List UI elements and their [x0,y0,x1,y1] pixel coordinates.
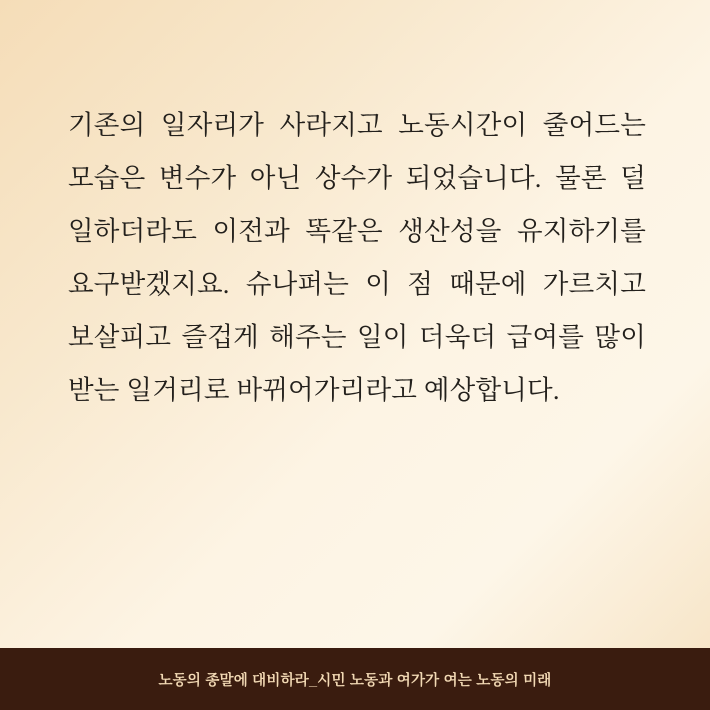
quote-body-text: 기존의 일자리가 사라지고 노동시간이 줄어드는 모습은 변수가 아닌 상수가 되었습니다. 물론 덜 일하더라도 이전과 똑같은 생산성을 유지하기를 요구받겠지요. 슈나퍼는 이 점 때문에 가르치고 보살피고 즐겁게 해주는 일이 더욱더 급여를 많이 받는 일거리로 바뀌어가리라고 예상합니다. [68,109,646,405]
footer-bar [0,648,710,710]
footer-caption: 노동의 종말에 대비하라_시민 노동과 여가가 여는 노동의 미래 [158,672,552,689]
